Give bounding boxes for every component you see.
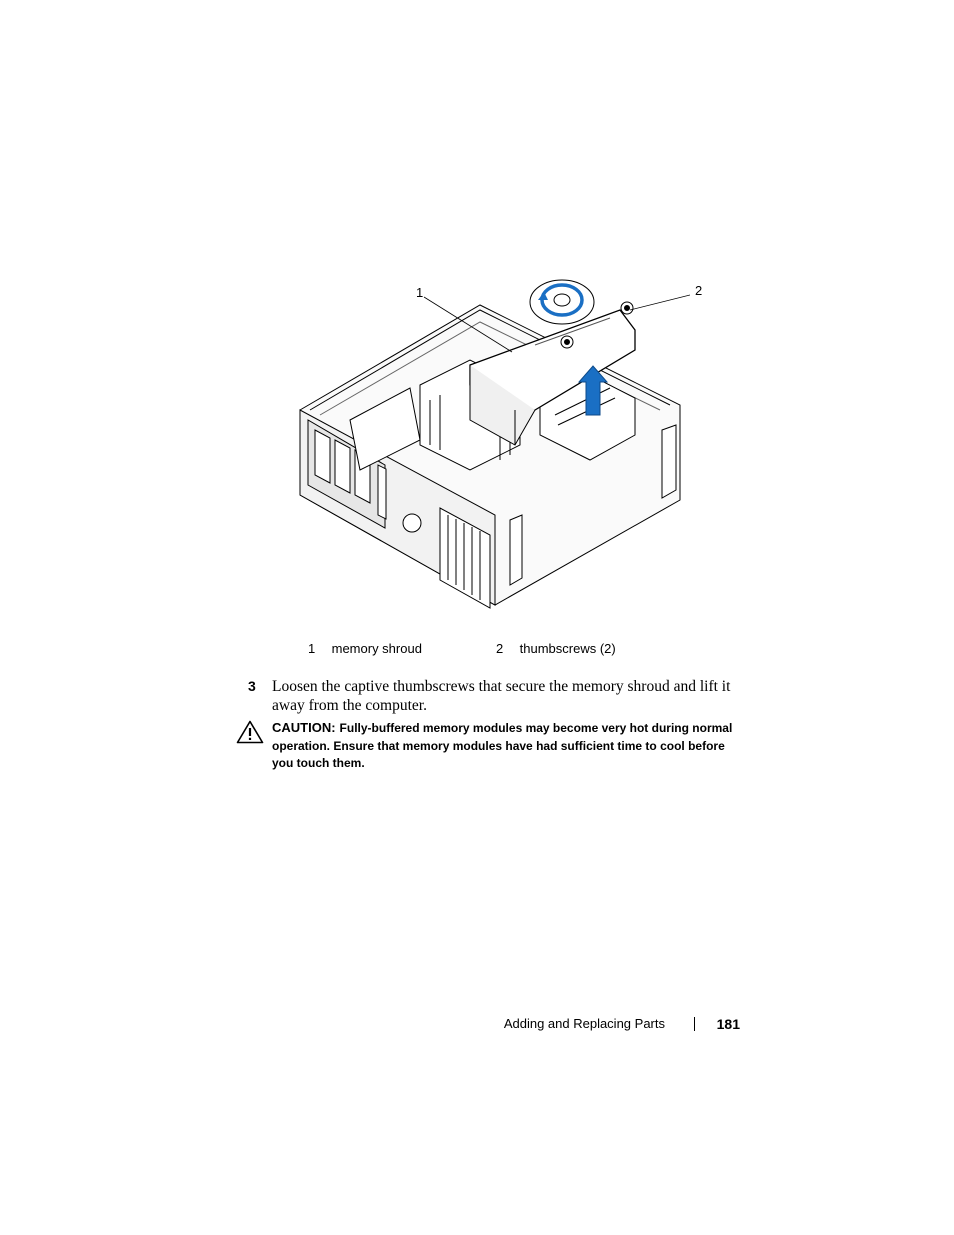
callout-2-number: 2 [695, 283, 703, 298]
computer-illustration [290, 270, 690, 615]
legend-item-label: thumbscrews (2) [519, 641, 616, 656]
caution-body [272, 719, 742, 773]
legend-item [308, 641, 422, 657]
procedure-step [248, 677, 748, 715]
footer-divider [694, 1017, 695, 1031]
legend-item-number: 1 [308, 641, 316, 656]
legend-item-label: memory shroud [331, 641, 422, 656]
footer-section-title: Adding and Replacing Parts [503, 1016, 665, 1031]
callout-1-number: 1 [416, 285, 424, 300]
caution-triangle-icon [236, 720, 264, 744]
caution-message: Fully-buffered memory modules may become very hot during normal operation. Ensure that memory modules have had sufficient time to cool before you touch them. [272, 721, 733, 770]
page-number: 181 [716, 1016, 740, 1032]
step-text: Loosen the captive thumbscrews that secure the memory shroud and lift it away from the computer. [272, 678, 731, 714]
step-number: 3 [248, 678, 256, 694]
callout-2-leader [630, 295, 690, 310]
caution-notice [236, 719, 746, 773]
memory-shroud-removal-figure [290, 270, 703, 615]
legend-item-number: 2 [496, 641, 504, 656]
legend-item [496, 641, 616, 657]
caution-label: CAUTION: [272, 720, 336, 735]
